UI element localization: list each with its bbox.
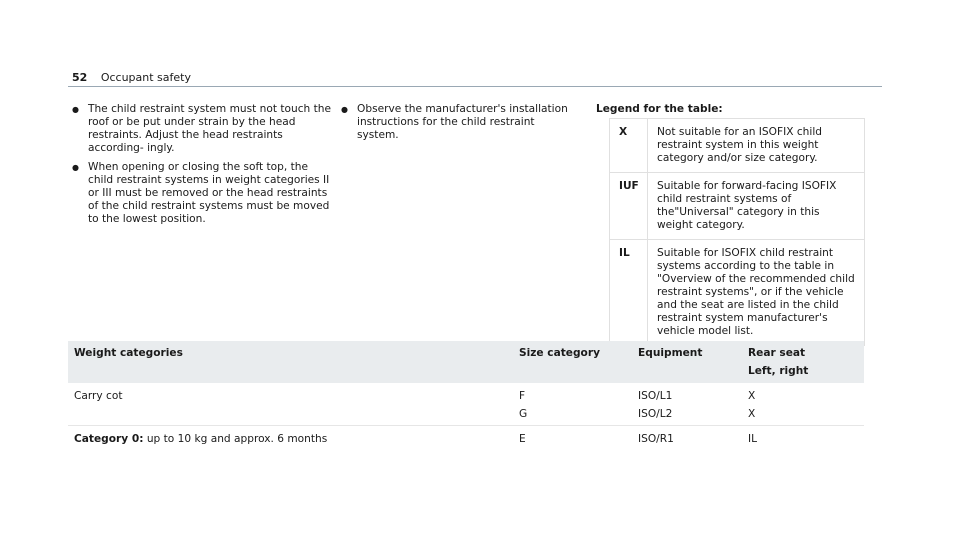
- rear-seat-value: X: [748, 408, 756, 420]
- section-title: Occupant safety: [100, 71, 191, 84]
- left-column: [72, 103, 332, 232]
- cell-equipment: [632, 426, 742, 451]
- legend-row: [610, 240, 865, 346]
- equipment-value: ISO/L1: [638, 390, 673, 402]
- category-desc: up to 10 kg and approx. 6 months: [146, 433, 328, 445]
- cell-category: [68, 426, 513, 451]
- header-size: Size category: [513, 341, 632, 383]
- header-rear-seat-sub: Left, right: [748, 365, 809, 377]
- cell-rear-seat: [742, 426, 864, 451]
- legend-code: X: [610, 119, 648, 173]
- legend-title: Legend for the table:: [596, 103, 723, 115]
- cell-equipment: [632, 383, 742, 426]
- table-header-row: [68, 341, 864, 383]
- legend-text: Suitable for ISOFIX child restraint systems according to the table in "Overview of the recommended child restraint systems", or if the vehicle and the seat are listed in the child restraint system manufacturer's vehicle model list.: [648, 240, 865, 346]
- header-weight: Weight categories: [68, 341, 513, 383]
- bullet-item: ● Observe the manufacturer's installation instructions for the child restraint system.: [341, 103, 579, 142]
- cell-size: [513, 383, 632, 426]
- header-equipment: Equipment: [632, 341, 742, 383]
- legend-table: [609, 118, 865, 346]
- legend-text: Not suitable for an ISOFIX child restraint system in this weight category and/or size category.: [648, 119, 865, 173]
- rear-seat-value: IL: [748, 433, 758, 445]
- page-number: 52: [72, 71, 88, 84]
- equipment-value: ISO/R1: [638, 433, 674, 445]
- legend-row: [610, 173, 865, 240]
- size-value: F: [519, 390, 526, 402]
- middle-column: [341, 103, 579, 148]
- weight-category-table: [68, 341, 864, 450]
- legend-text: Suitable for forward-facing ISOFIX child restraint systems of the"Universal" category in this weight category.: [648, 173, 865, 240]
- header-rear-seat-label: Rear seat: [748, 347, 806, 359]
- cell-rear-seat: [742, 383, 864, 426]
- bullet-item: ● When opening or closing the soft top, the child restraint systems in weight categories II or III must be removed or the head restraints of the child restraint systems must be moved to the lowest position.: [72, 161, 332, 226]
- table-row: [68, 426, 864, 451]
- legend-code: IL: [610, 240, 648, 346]
- header-rear-seat: [742, 341, 864, 383]
- legend-row: [610, 119, 865, 173]
- cell-category: [68, 383, 513, 426]
- category-name: Carry cot: [74, 390, 123, 402]
- legend-code: IUF: [610, 173, 648, 240]
- category-name: Category 0:: [74, 433, 144, 445]
- header-divider: [68, 86, 882, 87]
- cell-size: [513, 426, 632, 451]
- bullet-item: ● The child restraint system must not touch the roof or be put under strain by the head restraints. Adjust the head restraints according- ingly.: [72, 103, 332, 155]
- equipment-value: ISO/L2: [638, 408, 673, 420]
- page-header: [72, 71, 191, 84]
- rear-seat-value: X: [748, 390, 756, 402]
- size-value: E: [519, 433, 526, 445]
- table-row: [68, 383, 864, 426]
- size-value: G: [519, 408, 528, 420]
